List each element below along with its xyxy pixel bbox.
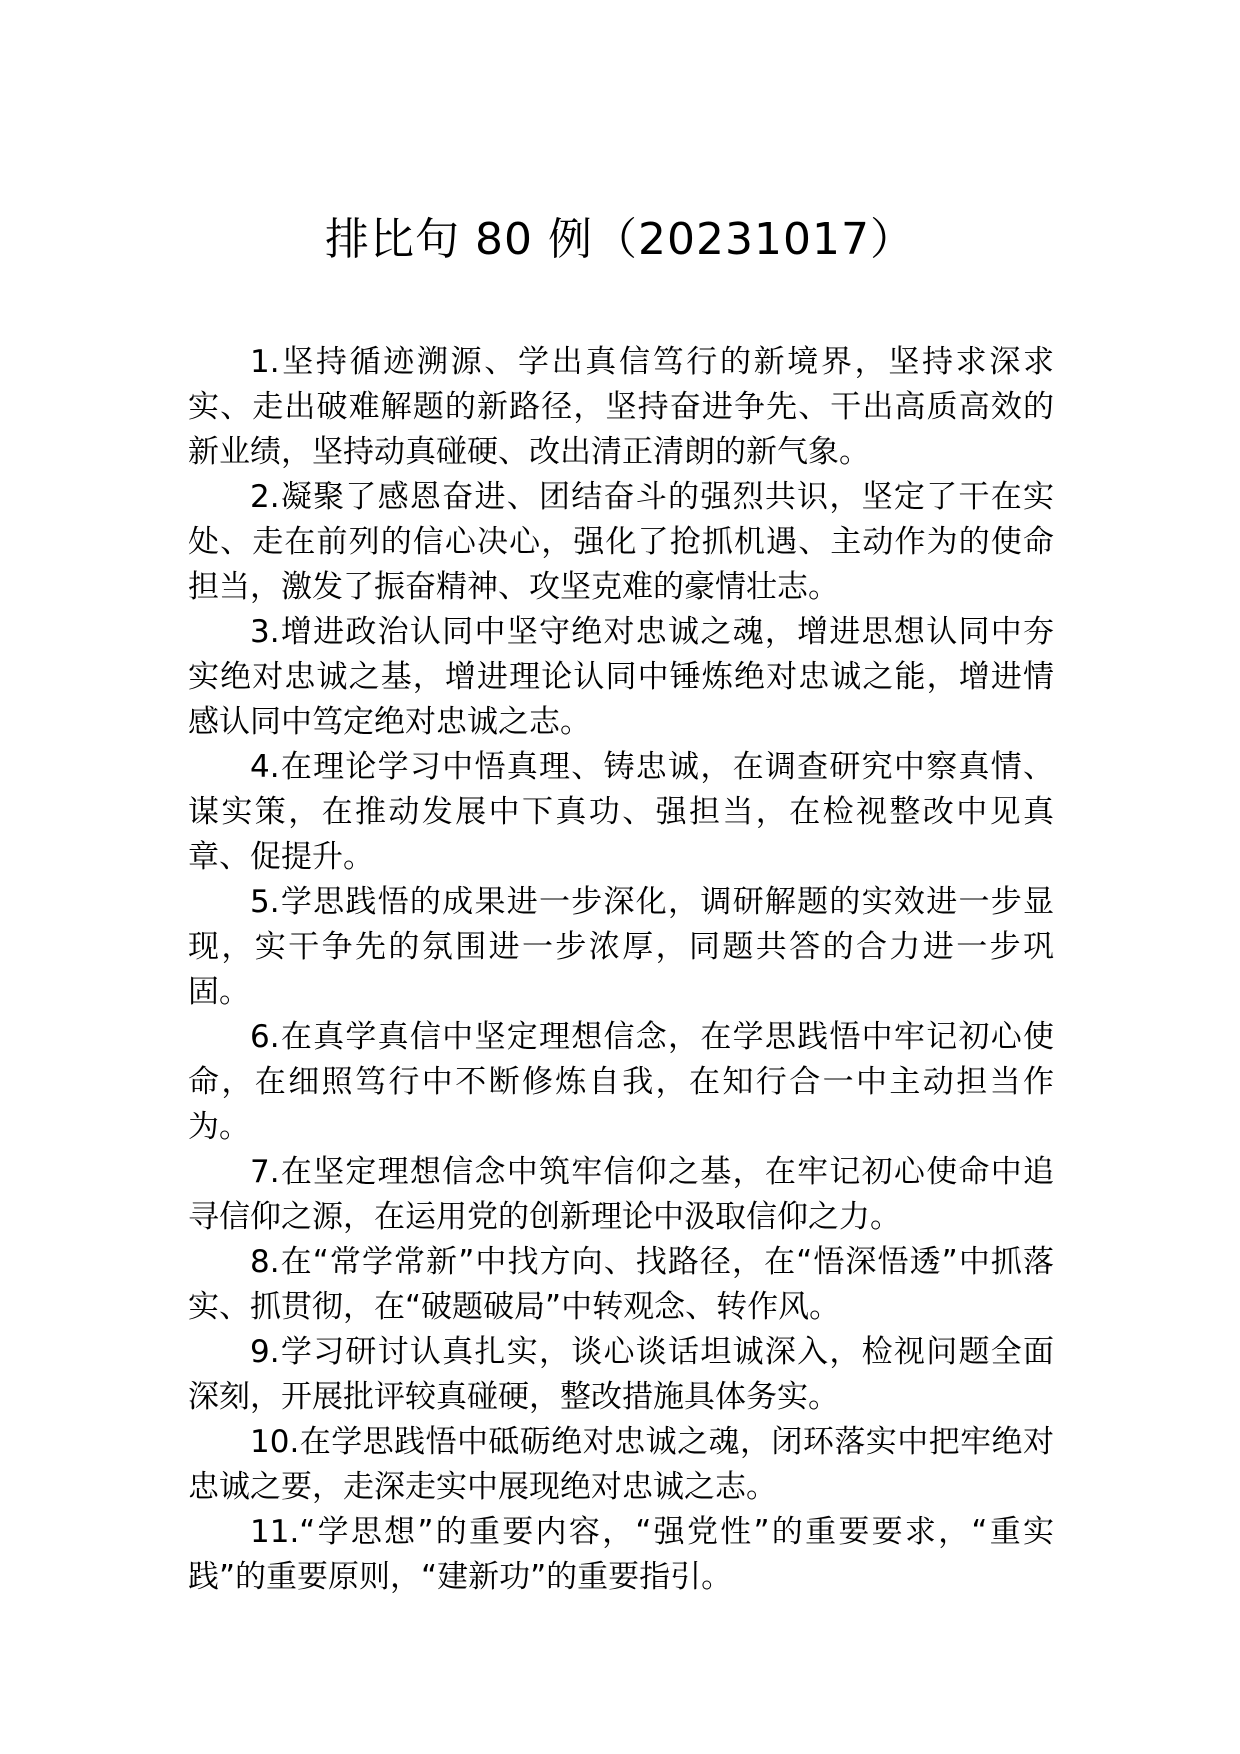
paragraph-5: 5.学思践悟的成果进一步深化，调研解题的实效进一步显现，实干争先的氛围进一步浓厚，同题共答的合力进一步巩固。 <box>188 884 1054 1010</box>
paragraph-3: 3.增进政治认同中坚守绝对忠诚之魂，增进思想认同中夯实绝对忠诚之基，增进理论认同中锤炼绝对忠诚之能，增进情感认同中笃定绝对忠诚之志。 <box>188 614 1054 740</box>
page-title: 排比句 80 例（20231017） <box>325 214 915 265</box>
paragraph-1: 1.坚持循迹溯源、学出真信笃行的新境界，坚持求深求实、走出破难解题的新路径，坚持奋进争先、干出高质高效的新业绩，坚持动真碰硬、改出清正清朗的新气象。 <box>188 344 1054 470</box>
paragraph-11: 11.“学思想”的重要内容，“强党性”的重要要求，“重实践”的重要原则，“建新功”的重要指引。 <box>188 1514 1054 1595</box>
paragraph-9: 9.学习研讨认真扎实，谈心谈话坦诚深入，检视问题全面深刻，开展批评较真碰硬，整改措施具体务实。 <box>188 1334 1054 1415</box>
paragraph-10: 10.在学思践悟中砥砺绝对忠诚之魂，闭环落实中把牢绝对忠诚之要，走深走实中展现绝对忠诚之志。 <box>188 1424 1054 1505</box>
paragraph-4: 4.在理论学习中悟真理、铸忠诚，在调查研究中察真情、谋实策，在推动发展中下真功、强担当，在检视整改中见真章、促提升。 <box>188 749 1054 875</box>
paragraph-8: 8.在“常学常新”中找方向、找路径，在“悟深悟透”中抓落实、抓贯彻，在“破题破局”中转观念、转作风。 <box>188 1244 1054 1325</box>
paragraph-6: 6.在真学真信中坚定理想信念，在学思践悟中牢记初心使命，在细照笃行中不断修炼自我，在知行合一中主动担当作为。 <box>188 1019 1054 1145</box>
paragraph-7: 7.在坚定理想信念中筑牢信仰之基，在牢记初心使命中追寻信仰之源，在运用党的创新理论中汲取信仰之力。 <box>188 1154 1054 1235</box>
paragraph-2: 2.凝聚了感恩奋进、团结奋斗的强烈共识，坚定了干在实处、走在前列的信心决心，强化了抢抓机遇、主动作为的使命担当，激发了振奋精神、攻坚克难的豪情壮志。 <box>188 479 1054 605</box>
document-body <box>188 340 1054 1600</box>
